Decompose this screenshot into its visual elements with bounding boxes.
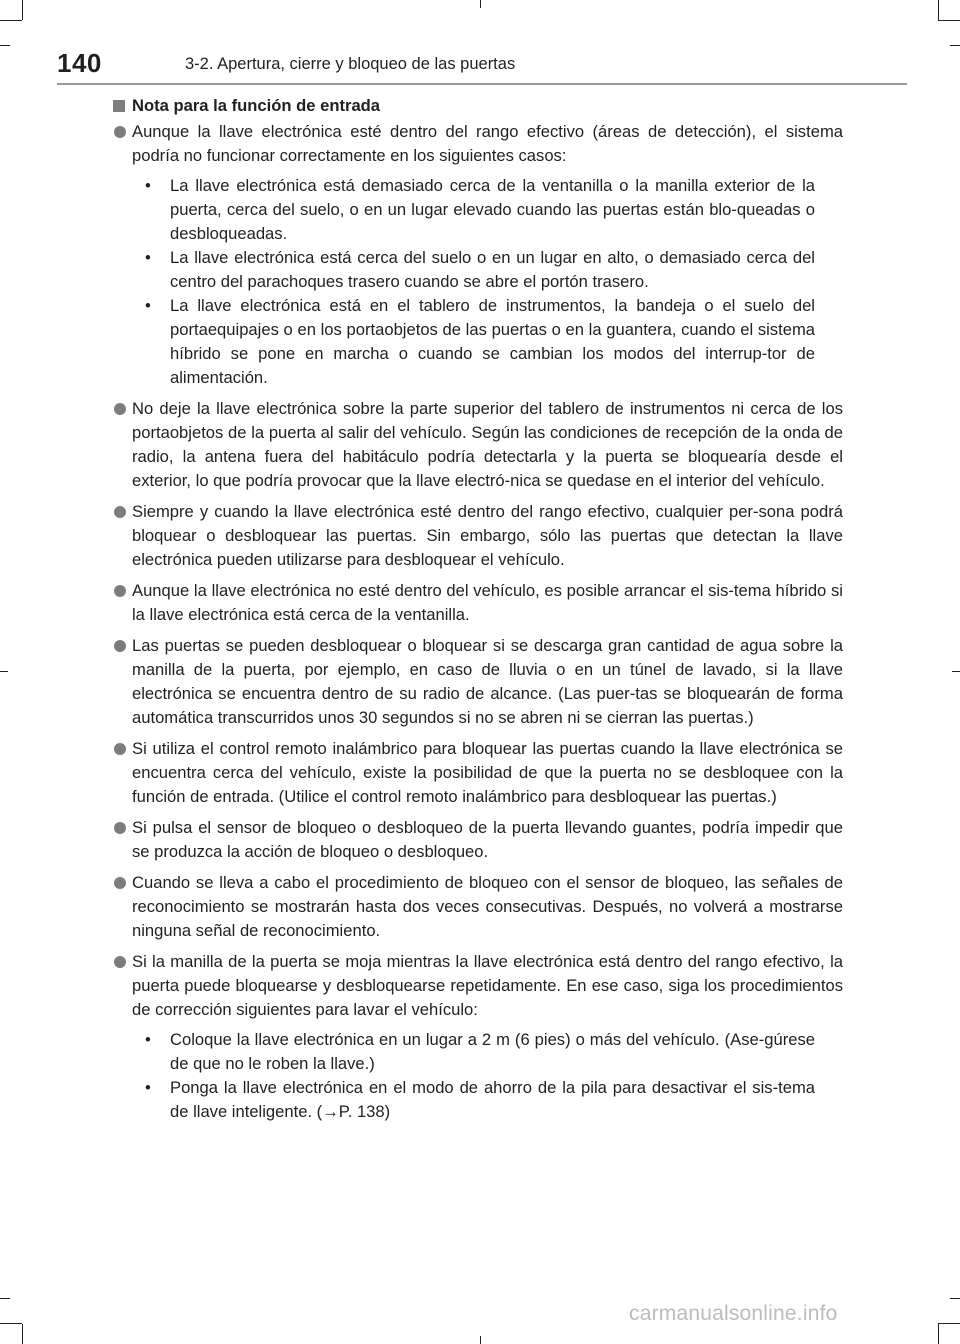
bullet-item: [113, 950, 843, 1124]
sub-list-item: [132, 174, 843, 246]
bullet-text: No deje la llave electrónica sobre la parte superior del tablero de instrumentos ni cerca de los portaobjetos de la puerta al salir del vehículo. Según las condiciones de recepción de la onda de radio, la antena fuera del habitáculo podría detectarla y la puerta se bloquearía desde el exterior, lo que podría provocar que la llave electró-nica se quedase en el interior del vehículo.: [132, 399, 843, 490]
square-bullet-icon: [113, 100, 125, 112]
bullet-item: [113, 579, 843, 627]
sub-list-item-text: Ponga la llave electrónica en el modo de ahorro de la pila para desactivar el sis-tema de llave inteligente. (→P. 138): [170, 1078, 815, 1121]
bullet-item: [113, 816, 843, 864]
sub-list: [132, 174, 843, 390]
circle-bullet-icon: [114, 126, 126, 138]
bullet-text: Cuando se lleva a cabo el procedimiento de bloqueo con el sensor de bloqueo, las señales de reconocimiento se mostrarán hasta dos veces consecutivas. Después, no volverá a mostrarse ninguna señal de reconocimiento.: [132, 873, 843, 940]
crop-mark: [22, 0, 23, 20]
sub-list-item-text: Coloque la llave electrónica en un lugar a 2 m (6 pies) o más del vehículo. (Ase-gúrese de que no le roben la llave.): [170, 1030, 815, 1073]
dot-bullet-icon: •: [145, 296, 151, 315]
header-rule: [57, 83, 907, 85]
bullet-text: Siempre y cuando la llave electrónica esté dentro del rango efectivo, cualquier per-sona podrá bloquear o desbloquear las puertas. Sin embargo, sólo las puertas que detectan la llave electrónica pueden utilizarse para desbloquear el vehículo.: [132, 502, 843, 569]
crop-mark: [938, 0, 939, 20]
dot-bullet-icon: •: [145, 176, 151, 195]
sub-list: [132, 1028, 843, 1124]
circle-bullet-icon: [114, 743, 126, 755]
bullet-item: [113, 500, 843, 572]
bullet-text: Si la manilla de la puerta se moja mientras la llave electrónica está dentro del rango efectivo, la puerta puede bloquearse y desbloquearse repetidamente. En ese caso, siga los procedimientos de corrección siguientes para lavar el vehículo:: [132, 952, 843, 1019]
sub-list-item: [132, 1028, 843, 1076]
bullet-item: [113, 737, 843, 809]
crop-mark: [0, 1298, 10, 1299]
crop-mark: [938, 20, 960, 21]
page-header: [57, 44, 907, 84]
crop-mark: [938, 1323, 960, 1324]
bullet-item: [113, 397, 843, 493]
section-content: [113, 94, 843, 1131]
bullet-text: Las puertas se pueden desbloquear o bloquear si se descarga gran cantidad de agua sobre la manilla de la puerta, por ejemplo, en caso de lluvia o en un túnel de lavado, si la llave electrónica se encuentra dentro de su radio de alcance. (Las puer-tas se bloquearán de forma automática transcurridos unos 30 segundos si no se abren ni se cierran las puertas.): [132, 636, 843, 727]
circle-bullet-icon: [114, 956, 126, 968]
chapter-title: 3-2. Apertura, cierre y bloqueo de las puertas: [185, 55, 516, 73]
bullet-text: Aunque la llave electrónica esté dentro del rango efectivo (áreas de detección), el sistema podría no funcionar correctamente en los siguientes casos:: [132, 122, 843, 165]
crop-mark: [480, 0, 481, 8]
dot-bullet-icon: •: [145, 1078, 151, 1097]
sub-list-item-text: La llave electrónica está demasiado cerca de la ventanilla o la manilla exterior de la puerta, cerca del suelo, o en un lugar elevado cuando las puertas están blo-queadas o desbloqueadas.: [170, 176, 815, 243]
page-number: 140: [57, 48, 102, 78]
dot-bullet-icon: •: [145, 1030, 151, 1049]
section-heading-text: Nota para la función de entrada: [132, 96, 381, 115]
crop-mark: [0, 1323, 22, 1324]
sub-list-item: [132, 294, 843, 390]
crop-mark: [22, 1324, 23, 1344]
circle-bullet-icon: [114, 506, 126, 518]
circle-bullet-icon: [114, 640, 126, 652]
bullet-text: Aunque la llave electrónica no esté dentro del vehículo, es posible arrancar el sis-tema híbrido si la llave electrónica está cerca de la ventanilla.: [132, 581, 843, 624]
dot-bullet-icon: •: [145, 248, 151, 267]
crop-mark: [950, 45, 960, 46]
sub-list-item-text: La llave electrónica está cerca del suelo o en un lugar en alto, o demasiado cerca del centro del parachoques trasero cuando se abre el portón trasero.: [170, 248, 815, 291]
sub-list-item-text: La llave electrónica está en el tablero de instrumentos, la bandeja o el suelo del portaequipajes o en los portaobjetos de las puertas o en la guantera, cuando el sistema híbrido se pone en marcha o cuando se cambian los modos del interrup-tor de alimentación.: [170, 296, 815, 387]
crop-mark: [480, 1336, 481, 1344]
section-heading: [113, 94, 843, 118]
bullet-item: [113, 120, 843, 390]
watermark: carmanualsonline.info: [629, 1302, 838, 1325]
crop-mark: [952, 671, 960, 672]
circle-bullet-icon: [114, 403, 126, 415]
circle-bullet-icon: [114, 822, 126, 834]
crop-mark: [938, 1324, 939, 1344]
bullet-item: [113, 871, 843, 943]
bullet-text: Si pulsa el sensor de bloqueo o desbloqueo de la puerta llevando guantes, podría impedir que se produzca la acción de bloqueo o desbloqueo.: [132, 818, 843, 861]
crop-mark: [950, 1298, 960, 1299]
crop-mark: [0, 20, 22, 21]
sub-list-item: [132, 246, 843, 294]
circle-bullet-icon: [114, 877, 126, 889]
crop-mark: [0, 45, 10, 46]
crop-mark: [0, 671, 8, 672]
bullet-list: [113, 120, 843, 1124]
bullet-item: [113, 634, 843, 730]
circle-bullet-icon: [114, 585, 126, 597]
bullet-text: Si utiliza el control remoto inalámbrico para bloquear las puertas cuando la llave electrónica se encuentra cerca del vehículo, existe la posibilidad de que la puerta no se desbloquee con la función de entrada. (Utilice el control remoto inalámbrico para desbloquear las puertas.): [132, 739, 843, 806]
sub-list-item: [132, 1076, 843, 1124]
